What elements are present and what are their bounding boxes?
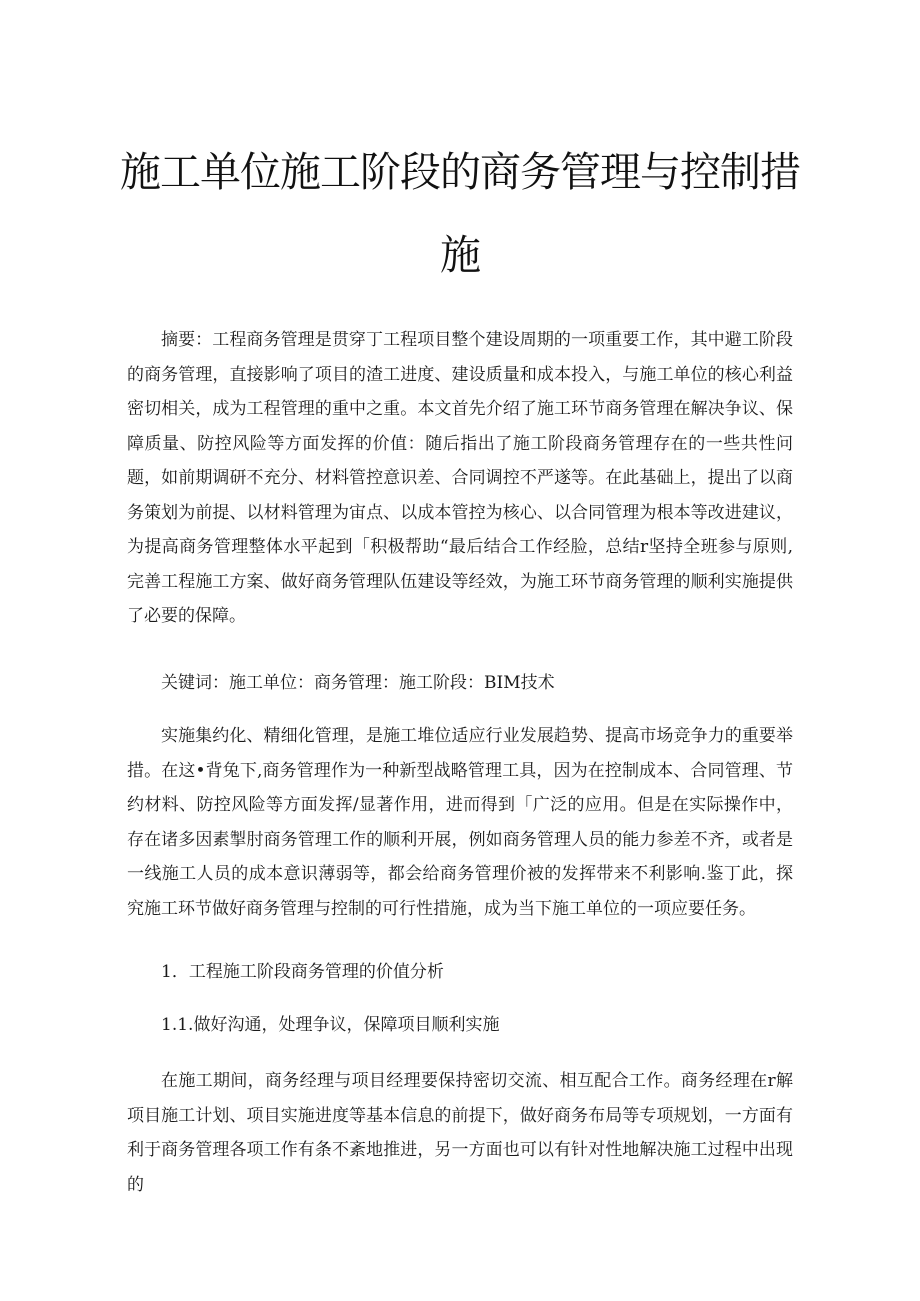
- subsection-heading-1-1: 1.1.做好沟通，处理争议，保障项目顺利实施: [161, 1015, 500, 1035]
- document-title-line-1: 施工单位施工阶段的商务管理与控制措: [120, 148, 800, 196]
- document-title-line-2: 施: [440, 231, 480, 279]
- abstract-paragraph: 摘要：工程商务管理是贯穿丁工程项目整个建设周期的一项重要工作，其中避工阶段的商务管理，直接影响了项目的渣工进度、建设质量和成本投入，与施工单位的核心利益密切相关，成为工程管理的重中之重。本文首先介绍了施工环节商务管理在解决争议、保障质量、防控风险等方面发挥的价值：随后指出了施工阶段商务管理存在的一些共性问题，如前期调研不充分、材料管控意识差、合同调控不严遂等。在此基础上，提出了以商务策划为前提、以材料管理为宙点、以成本管控为核心、以合同管理为根本等改进建议，为提高商务管理整体水平起到「积极帮助“最后结合工作经脸，总结r坚持全班参与原则,完善工程施工方案、做好商务管理队伍建设等经效，为施工环节商务管理的顺利实施提供了必要的保障。: [127, 330, 793, 626]
- keywords-line: 关键词：施工单位：商务管理：施工阶段：BIM技术: [161, 673, 555, 693]
- body-paragraph-1: 在施工期间，商务经理与项目经理要保持密切交流、相互配合工作。商务经理在r解项目施工计划、项目实施进度等基本信息的前提下，做好商务布局等专项规划，一方面有利于商务管理各项工作有条不紊地推进，另一方面也可以有针对性地解决施工过程中出现的: [127, 1071, 793, 1195]
- section-heading-1: 1．工程施工阶段商务管理的价值分析: [161, 962, 444, 982]
- intro-paragraph: 实施集约化、精细化管理，是施工堆位适应行业发展趋势、提高市场竞争力的重要举措。在这•背兔下,商务管理作为一种新型战略管理工具，因为在控制成本、合同管理、节约材料、防控风险等方面发挥/显著作用，进而得到「广泛的应用。但是在实际操作中，存在诸多因素掣肘商务管理工作的顺利开展，例如商务管理人员的能力参差不齐，或者是一线施工人员的成本意识薄弱等，都会给商务管理价被的发挥带来不利影响.鉴丁此，探究施工环节做好商务管理与控制的可行性措施，成为当下施工单位的一项应要任务。: [127, 726, 793, 919]
